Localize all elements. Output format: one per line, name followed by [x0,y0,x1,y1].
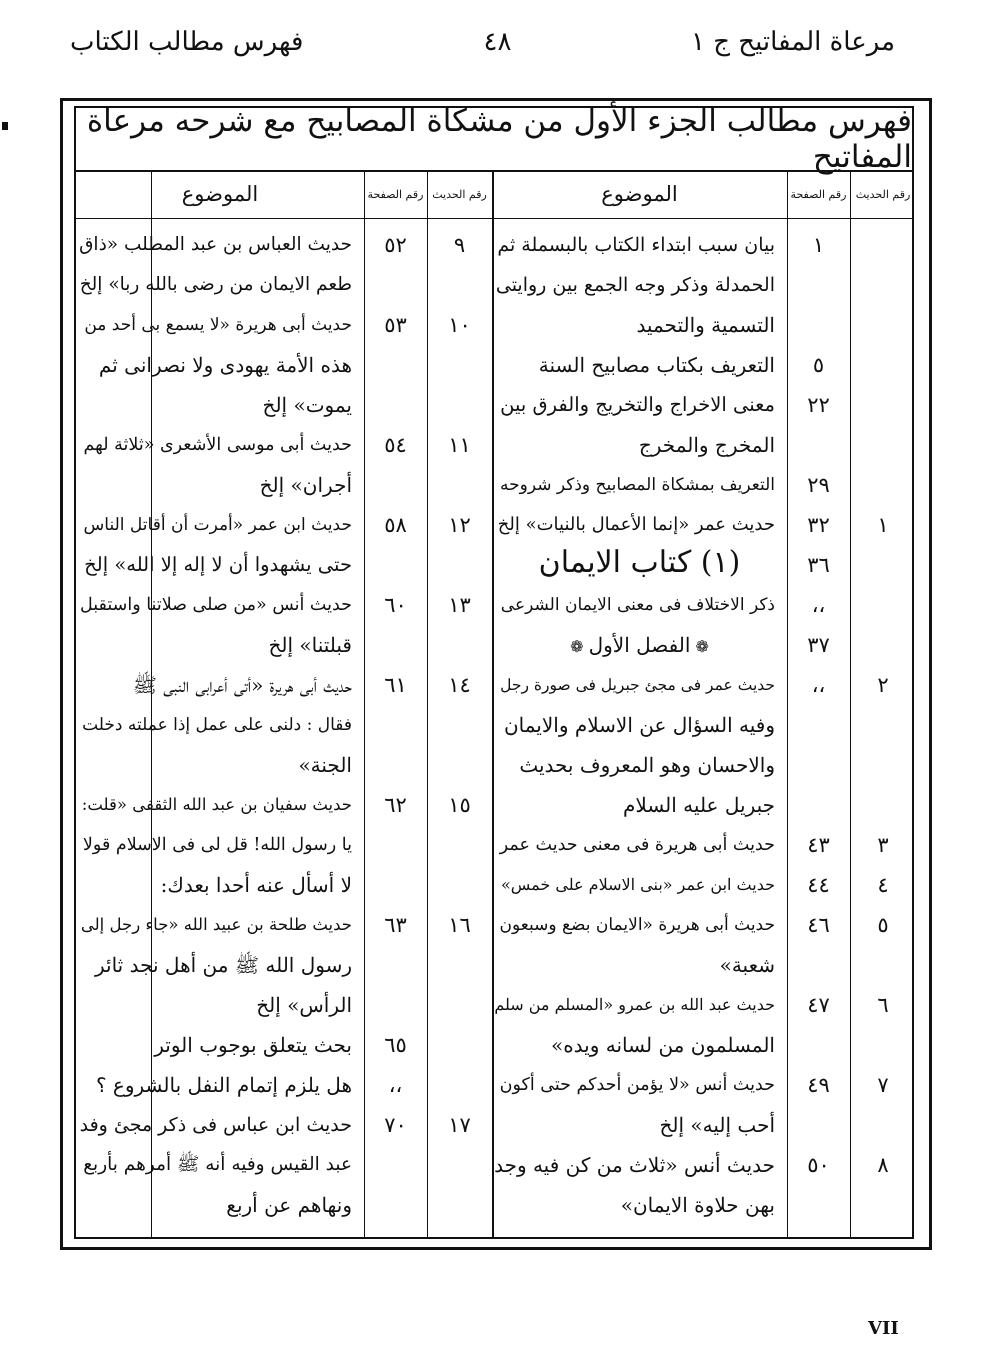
left-hadith-number: ١١ [448,433,471,457]
index-table [74,103,914,1239]
left-page-number: ٦٣ [384,913,407,937]
section-heading [492,628,787,664]
right-topic-line: جبريل عليه السلام [623,793,775,817]
right-page-number: ،، [811,593,826,617]
right-topic-line: المخرج والمخرج [638,433,775,457]
left-hadith-number: ١٤ [448,673,471,697]
right-page-number: ٣٧ [807,633,830,657]
chapter-heading: (١) كتاب الايمان [538,545,741,580]
left-page-number: ٥٨ [384,513,407,537]
right-page-number: ١ [812,233,825,257]
left-topic-line: ونهاهم عن أربع [226,1193,352,1217]
right-topic-line: التعريف بكتاب مصابيح السنة [538,353,775,377]
left-topic-line: حديث طلحة بن عبيد الله «جاء رجل إلى [80,915,352,934]
right-page-number: ٤٩ [807,1073,830,1097]
right-topic-line: المسلمون من لسانه ويده» [550,1033,775,1057]
index-title: فهرس مطالب الجزء الأول من مشكاة المصابيح مع شرحه مرعاة المفاتيح [76,108,912,172]
left-topic-line: يا رسول الله! قل لى فى الاسلام قولا [82,835,352,855]
right-hadith-number: ٧ [877,1073,889,1097]
right-topic-line: أحب إليه» إلخ [659,1113,775,1137]
right-page-number: ٥ [812,353,825,377]
left-topic-line: حديث ابن عمر «أمرت أن أقاتل الناس [83,515,352,535]
right-page-number: ،، [811,673,826,697]
right-page-number: ٣٢ [807,513,830,537]
right-topic-line: التسمية والتحميد [636,313,775,337]
left-topic-line: يموت» إلخ [262,393,352,417]
left-hadith-number: ١٧ [448,1113,471,1137]
right-page-number: ٢٩ [807,473,830,497]
left-page-number: ٥٤ [384,433,407,457]
right-topic-line: حديث عبد الله بن عمرو «المسلم من سلم [494,995,775,1014]
left-topic-line: لا أسأل عنه أحدا بعدك: [160,873,352,897]
left-topic-line: فقال : دلنى على عمل إذا عملته دخلت [82,715,352,735]
section-heading-text: الفصل الأول [588,633,691,657]
running-head-book-title: مرعاة المفاتيح ج ١ [691,27,895,57]
running-head-section: فهرس مطالب الكتاب [70,27,304,57]
ornament-icon: ❁ [570,637,589,656]
left-topic-line: رسول الله ﷺ من أهل نجد ثائر [94,953,352,977]
left-topic-line: حديث ابن عباس فى ذكر مجئ وفد [79,1114,352,1136]
left-page-number: ،، [388,1073,403,1097]
right-topic-line: الحمدلة وذكر وجه الجمع بين روايتى [495,274,775,296]
left-topic-line: أجران» إلخ [259,473,352,497]
right-page-number: ٤٧ [807,993,830,1017]
left-topic-line: الجنة» [298,753,352,777]
left-page-number: ٦٥ [384,1033,407,1057]
left-hadith-number: ١٥ [448,793,471,817]
col-header-topic-left: الموضوع [181,182,259,206]
right-hadith-number: ٣ [877,833,889,857]
left-topic-line: حديث سفيان بن عبد الله الثقفى «قلت: [81,795,352,814]
left-topic-line: هل يلزم إتمام النفل بالشروع ؟ [95,1073,352,1097]
left-topic-line: قبلتنا» إلخ [268,633,352,657]
left-hadith-number: ٩ [453,233,466,257]
right-hadith-number: ١ [877,513,889,537]
ornament-icon: ❁ [690,637,709,656]
right-hadith-number: ٥ [877,913,889,937]
roman-page-number: VII [868,1318,899,1339]
right-topic-line: حديث أنس «لا يؤمن أحدكم حتى أكون [499,1075,775,1095]
left-page-number: ٧٠ [384,1113,407,1137]
right-page-number: ٤٣ [807,833,830,857]
left-hadith-number: ١٣ [448,593,471,617]
right-topic-line: بهن حلاوة الايمان» [620,1193,775,1217]
left-topic-line: حديث أنس «من صلى صلاتنا واستقبل [80,595,352,615]
right-topic-line: ذكر الاختلاف فى معنى الايمان الشرعى [500,595,775,615]
right-page-number: ٤٦ [807,913,830,937]
right-topic-line: والاحسان وهو المعروف بحديث [519,753,775,777]
right-hadith-number: ٨ [877,1153,889,1177]
left-topic-line: بحث يتعلق بوجوب الوتر [154,1033,352,1057]
right-topic-line: حديث أبى هريرة «الايمان بضع وسبعون [499,915,775,935]
right-topic-line: حديث أبى هريرة فى معنى حديث عمر [499,835,775,855]
right-topic-line: شعبة» [719,953,775,977]
left-page-number: ٦٠ [384,593,407,617]
right-topic-line: حديث عمر «إنما الأعمال بالنيات» إلخ [497,514,775,535]
left-page-number: ٦١ [384,673,407,697]
right-page-number: ٤٤ [807,873,830,897]
col-header-hadith-left: رقم الحديث [432,187,487,201]
left-page-number: ٥٢ [384,233,407,257]
left-hadith-number: ١٠ [448,313,471,337]
right-hadith-number: ٤ [877,873,889,897]
left-page-number: ٦٢ [384,793,407,817]
col-header-page-left: رقم الصفحة [367,187,424,201]
col-header-page-right: رقم الصفحة [790,187,847,201]
right-topic-line: حديث ابن عمر «بنى الاسلام على خمس» [500,875,775,894]
right-topic-line: التعريف بمشكاة المصابيح وذكر شروحه [500,475,775,495]
right-topic-line: حديث أنس «ثلاث من كن فيه وجد [494,1153,775,1177]
right-page-number: ٥٠ [807,1153,830,1177]
left-page-number: ٥٣ [384,313,407,337]
left-topic-line: حديث أبى هريرة «لا يسمع بى أحد من [84,315,352,335]
left-topic-line: عبد القيس وفيه أنه ﷺ أمرهم بأربع [83,1154,352,1175]
left-topic-line: الرأس» إلخ [256,993,352,1017]
left-hadith-number: ١٦ [448,913,471,937]
left-topic-line: هذه الأمة يهودى ولا نصرانى ثم [98,353,352,377]
left-topic-line: حتى يشهدوا أن لا إله إلا الله» إلخ [84,553,352,576]
right-hadith-number: ٦ [877,993,889,1017]
right-topic-line: معنى الاخراج والتخريج والفرق بين [500,393,775,416]
right-page-number: ٢٢ [807,393,830,417]
left-topic-line: حديث أبى هريرة «أتى أعرابى النبى ﷺ [132,673,352,697]
right-topic-line: حديث عمر فى مجئ جبريل فى صورة رجل [500,676,775,694]
left-hadith-number: ١٢ [448,513,471,537]
right-hadith-number: ٢ [877,673,889,697]
running-head-page-number: ٤٨ [483,27,512,57]
left-topic-line: طعم الايمان من رضى بالله ربا» إلخ [79,274,352,295]
left-topic-line: حديث أبى موسى الأشعرى «ثلاثة لهم [83,435,352,455]
right-page-number: ٣٦ [807,553,830,577]
left-topic-line: حديث العباس بن عبد المطلب «ذاق [79,234,352,255]
scan-mark [2,122,8,130]
col-header-topic-right: الموضوع [601,182,678,206]
col-header-hadith-right: رقم الحديث [855,187,911,201]
right-topic-line: بيان سبب ابتداء الكتاب بالبسملة ثم [497,234,775,256]
right-topic-line: وفيه السؤال عن الاسلام والايمان [503,713,775,737]
